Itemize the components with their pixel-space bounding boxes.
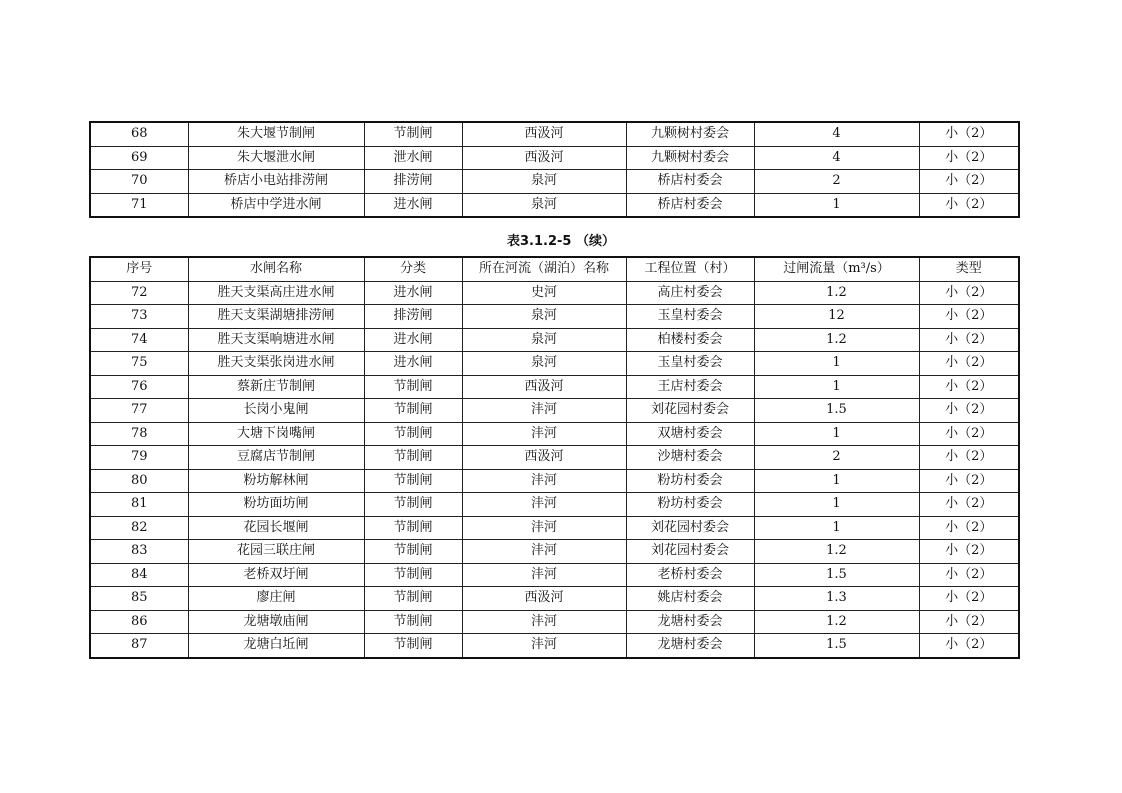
cell-river: 史河 bbox=[462, 281, 626, 305]
cell-type: 小（2） bbox=[919, 146, 1019, 170]
cell-type: 小（2） bbox=[919, 352, 1019, 376]
header-sluice-name: 水闸名称 bbox=[188, 257, 364, 281]
cell-location: 双塘村委会 bbox=[626, 422, 754, 446]
cell-flow: 1.2 bbox=[754, 540, 919, 564]
cell-sluice-name: 龙塘白坵闸 bbox=[188, 634, 364, 658]
table-row bbox=[90, 122, 1019, 146]
table-row bbox=[90, 170, 1019, 194]
cell-index: 85 bbox=[90, 587, 188, 611]
cell-river: 西汲河 bbox=[462, 375, 626, 399]
cell-sluice-name: 长岗小鬼闸 bbox=[188, 399, 364, 423]
cell-river: 沣河 bbox=[462, 540, 626, 564]
cell-index: 71 bbox=[90, 193, 188, 217]
cell-category: 节制闸 bbox=[364, 493, 462, 517]
cell-category: 进水闸 bbox=[364, 281, 462, 305]
cell-river: 泉河 bbox=[462, 352, 626, 376]
cell-type: 小（2） bbox=[919, 375, 1019, 399]
cell-river: 西汲河 bbox=[462, 146, 626, 170]
cell-location: 桥店村委会 bbox=[626, 170, 754, 194]
cell-location: 刘花园村委会 bbox=[626, 516, 754, 540]
cell-type: 小（2） bbox=[919, 469, 1019, 493]
cell-type: 小（2） bbox=[919, 634, 1019, 658]
cell-location: 粉坊村委会 bbox=[626, 469, 754, 493]
table-row bbox=[90, 634, 1019, 658]
cell-category: 节制闸 bbox=[364, 563, 462, 587]
cell-type: 小（2） bbox=[919, 540, 1019, 564]
cell-flow: 1.5 bbox=[754, 634, 919, 658]
cell-river: 沣河 bbox=[462, 422, 626, 446]
cell-type: 小（2） bbox=[919, 516, 1019, 540]
cell-sluice-name: 龙塘墩庙闸 bbox=[188, 610, 364, 634]
cell-index: 87 bbox=[90, 634, 188, 658]
cell-sluice-name: 花园三联庄闸 bbox=[188, 540, 364, 564]
cell-type: 小（2） bbox=[919, 193, 1019, 217]
cell-sluice-name: 胜天支渠张岗进水闸 bbox=[188, 352, 364, 376]
table-row bbox=[90, 352, 1019, 376]
cell-river: 沣河 bbox=[462, 610, 626, 634]
cell-flow: 1 bbox=[754, 516, 919, 540]
cell-sluice-name: 粉坊解林闸 bbox=[188, 469, 364, 493]
cell-index: 81 bbox=[90, 493, 188, 517]
cell-flow: 1.2 bbox=[754, 281, 919, 305]
cell-index: 80 bbox=[90, 469, 188, 493]
header-type: 类型 bbox=[919, 257, 1019, 281]
sluice-table-continued-body bbox=[90, 122, 1019, 217]
cell-location: 姚店村委会 bbox=[626, 587, 754, 611]
table-row bbox=[90, 493, 1019, 517]
cell-location: 沙塘村委会 bbox=[626, 446, 754, 470]
cell-river: 泉河 bbox=[462, 193, 626, 217]
cell-index: 76 bbox=[90, 375, 188, 399]
cell-sluice-name: 廖庄闸 bbox=[188, 587, 364, 611]
cell-flow: 4 bbox=[754, 146, 919, 170]
cell-index: 72 bbox=[90, 281, 188, 305]
cell-sluice-name: 蔡新庄节制闸 bbox=[188, 375, 364, 399]
cell-flow: 1 bbox=[754, 193, 919, 217]
cell-location: 高庄村委会 bbox=[626, 281, 754, 305]
cell-type: 小（2） bbox=[919, 281, 1019, 305]
table-row bbox=[90, 193, 1019, 217]
cell-flow: 1.2 bbox=[754, 328, 919, 352]
table-row bbox=[90, 469, 1019, 493]
cell-sluice-name: 桥店中学进水闸 bbox=[188, 193, 364, 217]
table-row bbox=[90, 563, 1019, 587]
cell-flow: 1 bbox=[754, 375, 919, 399]
cell-type: 小（2） bbox=[919, 399, 1019, 423]
cell-type: 小（2） bbox=[919, 610, 1019, 634]
cell-river: 沣河 bbox=[462, 563, 626, 587]
cell-index: 86 bbox=[90, 610, 188, 634]
sluice-table-continued bbox=[89, 121, 1020, 218]
cell-type: 小（2） bbox=[919, 170, 1019, 194]
cell-index: 84 bbox=[90, 563, 188, 587]
cell-sluice-name: 朱大堰泄水闸 bbox=[188, 146, 364, 170]
cell-location: 九颗树村委会 bbox=[626, 146, 754, 170]
cell-sluice-name: 桥店小电站排涝闸 bbox=[188, 170, 364, 194]
cell-flow: 2 bbox=[754, 446, 919, 470]
header-flow: 过闸流量（m³/s） bbox=[754, 257, 919, 281]
table-row bbox=[90, 328, 1019, 352]
header-location: 工程位置（村） bbox=[626, 257, 754, 281]
cell-river: 西汲河 bbox=[462, 446, 626, 470]
table-caption: 表3.1.2-5 （续） bbox=[507, 234, 615, 249]
sluice-table-body bbox=[90, 281, 1019, 658]
cell-location: 刘花园村委会 bbox=[626, 399, 754, 423]
cell-index: 69 bbox=[90, 146, 188, 170]
cell-river: 泉河 bbox=[462, 328, 626, 352]
table-row bbox=[90, 587, 1019, 611]
cell-location: 龙塘村委会 bbox=[626, 610, 754, 634]
cell-flow: 12 bbox=[754, 305, 919, 329]
cell-index: 73 bbox=[90, 305, 188, 329]
header-index: 序号 bbox=[90, 257, 188, 281]
cell-index: 68 bbox=[90, 122, 188, 146]
cell-category: 节制闸 bbox=[364, 469, 462, 493]
cell-type: 小（2） bbox=[919, 446, 1019, 470]
cell-type: 小（2） bbox=[919, 563, 1019, 587]
cell-sluice-name: 花园长堰闸 bbox=[188, 516, 364, 540]
cell-flow: 1 bbox=[754, 352, 919, 376]
cell-category: 进水闸 bbox=[364, 193, 462, 217]
cell-type: 小（2） bbox=[919, 422, 1019, 446]
cell-category: 泄水闸 bbox=[364, 146, 462, 170]
cell-flow: 1.3 bbox=[754, 587, 919, 611]
header-category: 分类 bbox=[364, 257, 462, 281]
cell-location: 九颗树村委会 bbox=[626, 122, 754, 146]
cell-river: 泉河 bbox=[462, 170, 626, 194]
cell-location: 桥店村委会 bbox=[626, 193, 754, 217]
cell-category: 节制闸 bbox=[364, 634, 462, 658]
cell-category: 排涝闸 bbox=[364, 305, 462, 329]
cell-category: 节制闸 bbox=[364, 375, 462, 399]
cell-index: 78 bbox=[90, 422, 188, 446]
cell-category: 节制闸 bbox=[364, 610, 462, 634]
cell-flow: 4 bbox=[754, 122, 919, 146]
cell-river: 沣河 bbox=[462, 516, 626, 540]
cell-category: 进水闸 bbox=[364, 328, 462, 352]
cell-location: 柏楼村委会 bbox=[626, 328, 754, 352]
table-row bbox=[90, 146, 1019, 170]
cell-type: 小（2） bbox=[919, 122, 1019, 146]
sluice-table bbox=[89, 256, 1020, 659]
cell-type: 小（2） bbox=[919, 305, 1019, 329]
cell-flow: 1.2 bbox=[754, 610, 919, 634]
cell-river: 沣河 bbox=[462, 493, 626, 517]
cell-location: 玉皇村委会 bbox=[626, 352, 754, 376]
cell-river: 西汲河 bbox=[462, 587, 626, 611]
cell-index: 74 bbox=[90, 328, 188, 352]
cell-type: 小（2） bbox=[919, 328, 1019, 352]
cell-flow: 1 bbox=[754, 422, 919, 446]
cell-sluice-name: 老桥双圩闸 bbox=[188, 563, 364, 587]
cell-sluice-name: 胜天支渠响塘进水闸 bbox=[188, 328, 364, 352]
table-row bbox=[90, 540, 1019, 564]
cell-flow: 1.5 bbox=[754, 399, 919, 423]
cell-location: 刘花园村委会 bbox=[626, 540, 754, 564]
cell-index: 79 bbox=[90, 446, 188, 470]
cell-index: 75 bbox=[90, 352, 188, 376]
table-row bbox=[90, 446, 1019, 470]
cell-category: 节制闸 bbox=[364, 516, 462, 540]
cell-flow: 2 bbox=[754, 170, 919, 194]
table-row bbox=[90, 305, 1019, 329]
cell-location: 龙塘村委会 bbox=[626, 634, 754, 658]
cell-river: 沣河 bbox=[462, 469, 626, 493]
table-row bbox=[90, 610, 1019, 634]
table-header-row bbox=[90, 257, 1019, 281]
table-row bbox=[90, 422, 1019, 446]
table-row bbox=[90, 516, 1019, 540]
cell-category: 节制闸 bbox=[364, 540, 462, 564]
cell-location: 粉坊村委会 bbox=[626, 493, 754, 517]
cell-river: 沣河 bbox=[462, 634, 626, 658]
cell-category: 进水闸 bbox=[364, 352, 462, 376]
header-river: 所在河流（湖泊）名称 bbox=[462, 257, 626, 281]
cell-flow: 1 bbox=[754, 493, 919, 517]
cell-index: 70 bbox=[90, 170, 188, 194]
cell-type: 小（2） bbox=[919, 493, 1019, 517]
cell-location: 王店村委会 bbox=[626, 375, 754, 399]
cell-sluice-name: 大塘下岗嘴闸 bbox=[188, 422, 364, 446]
table-row bbox=[90, 399, 1019, 423]
table-row bbox=[90, 281, 1019, 305]
cell-category: 节制闸 bbox=[364, 587, 462, 611]
cell-type: 小（2） bbox=[919, 587, 1019, 611]
cell-location: 老桥村委会 bbox=[626, 563, 754, 587]
cell-sluice-name: 胜天支渠高庄进水闸 bbox=[188, 281, 364, 305]
cell-category: 节制闸 bbox=[364, 399, 462, 423]
cell-location: 玉皇村委会 bbox=[626, 305, 754, 329]
cell-sluice-name: 朱大堰节制闸 bbox=[188, 122, 364, 146]
table-row bbox=[90, 375, 1019, 399]
cell-category: 排涝闸 bbox=[364, 170, 462, 194]
cell-index: 83 bbox=[90, 540, 188, 564]
cell-flow: 1.5 bbox=[754, 563, 919, 587]
cell-sluice-name: 粉坊面坊闸 bbox=[188, 493, 364, 517]
cell-river: 西汲河 bbox=[462, 122, 626, 146]
cell-river: 沣河 bbox=[462, 399, 626, 423]
cell-sluice-name: 豆腐店节制闸 bbox=[188, 446, 364, 470]
cell-sluice-name: 胜天支渠湖塘排涝闸 bbox=[188, 305, 364, 329]
cell-category: 节制闸 bbox=[364, 446, 462, 470]
cell-river: 泉河 bbox=[462, 305, 626, 329]
cell-index: 77 bbox=[90, 399, 188, 423]
cell-flow: 1 bbox=[754, 469, 919, 493]
cell-category: 节制闸 bbox=[364, 122, 462, 146]
cell-index: 82 bbox=[90, 516, 188, 540]
cell-category: 节制闸 bbox=[364, 422, 462, 446]
